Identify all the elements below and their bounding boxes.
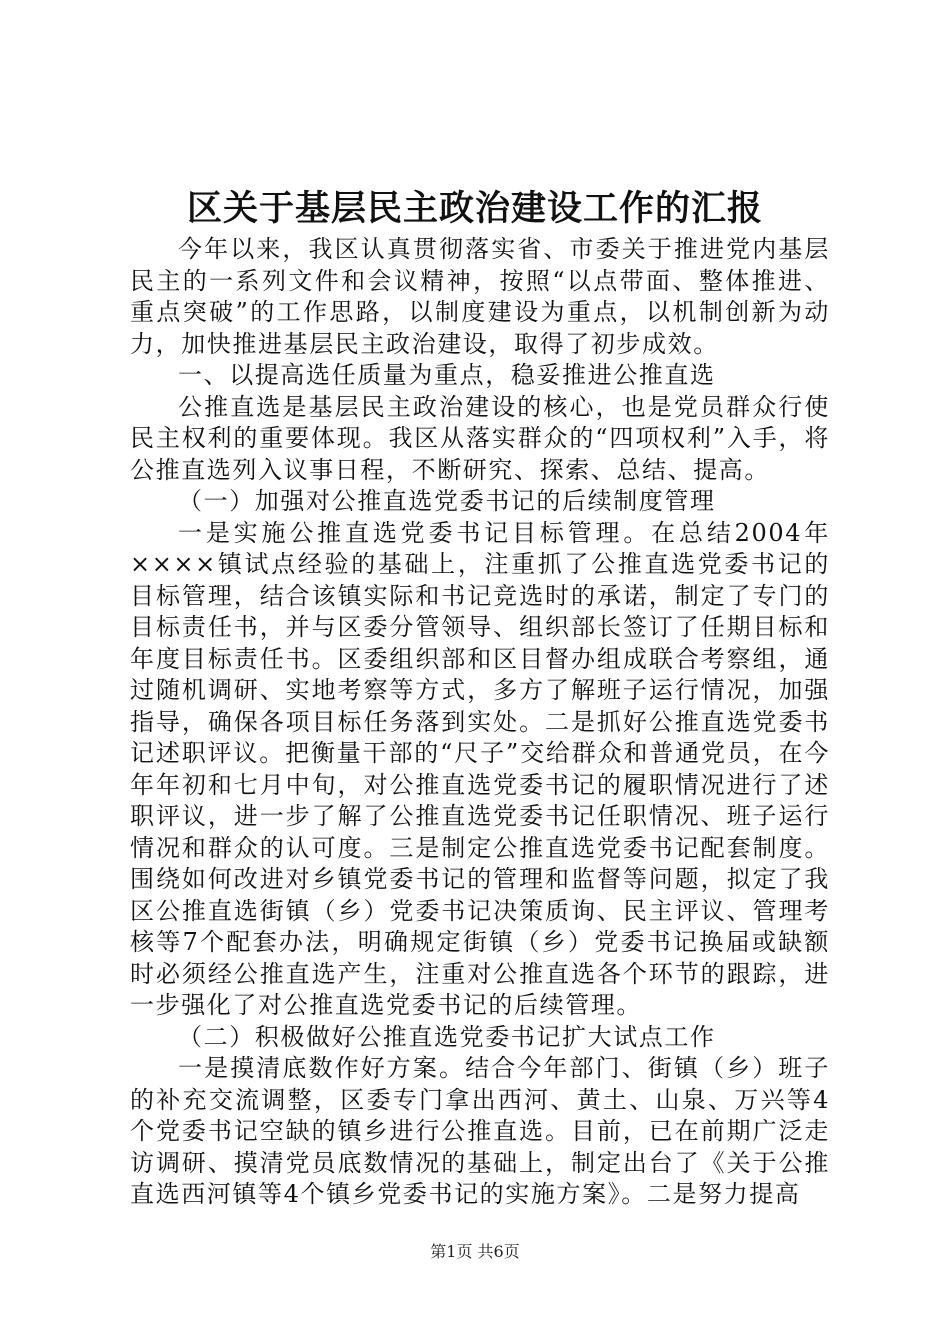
subsection-1-paragraph: 一是实施公推直选党委书记目标管理。在总结2004年××××镇试点经验的基础上，注重抓了公推直选党委书记的目标管理，结合该镇实际和书记竞选时的承诺，制定了专门的目标责任书，并与区委分管领导、组织部长签订了任期目标和年度目标责任书。区委组织部和区目督办组成联合考察组，通过随机调研、实地考察等方式，多方了解班子运行情况，加强指导，确保各项目标任务落到实处。二是抓好公推直选党委书记述职评议。把衡量干部的“尺子”交给群众和普通党员，在今年年初和七月中旬，对公推直选党委书记的履职情况进行了述职评议，进一步了解了公推直选党委书记任职情况、班子运行情况和群众的认可度。三是制定公推直选党委书记配套制度。围绕如何改进对乡镇党委书记的管理和监督等问题，拟定了我区公推直选街镇（乡）党委书记决策质询、民主评议、管理考核等7个配套办法，明确规定街镇（乡）党委书记换届或缺额时必须经公推直选产生，注重对公推直选各个环节的跟踪，进一步强化了对公推直选党委书记的后续管理。	[130, 518, 830, 1019]
page-footer: 第1页 共6页	[430, 1242, 520, 1261]
document-title: 区关于基层民主政治建设工作的汇报	[186, 188, 763, 229]
intro-paragraph: 今年以来，我区认真贯彻落实省、市委关于推进党内基层民主的一系列文件和会议精神，按照“以点带面、整体推进、重点突破”的工作思路，以制度建设为重点，以机制创新为动力，加快推进基层民主政治建设，取得了初步成效。	[130, 235, 830, 358]
document-body	[130, 234, 830, 1211]
subsection-heading-2: （二）积极做好公推直选党委书记扩大试点工作	[178, 1022, 716, 1051]
section-heading-1: 一、以提高选任质量为重点，稳妥推进公推直选	[178, 361, 716, 389]
subsection-heading-1: （一）加强对公推直选党委书记的后续制度管理	[178, 487, 716, 515]
subsection-2-paragraph: 一是摸清底数作好方案。结合今年部门、街镇（乡）班子的补充交流调整，区委专门拿出西河、黄土、山泉、万兴等4个党委书记空缺的镇乡进行公推直选。目前，已在前期广泛走访调研、摸清党员底数情况的基础上，制定出台了《关于公推直选西河镇等4个镇乡党委书记的实施方案》。二是努力提高	[130, 1054, 830, 1208]
section-1-paragraph: 公推直选是基层民主政治建设的核心，也是党员群众行使民主权利的重要体现。我区从落实群众的“四项权利”入手，将公推直选列入议事日程，不断研究、探索、总结、提高。	[130, 392, 830, 484]
